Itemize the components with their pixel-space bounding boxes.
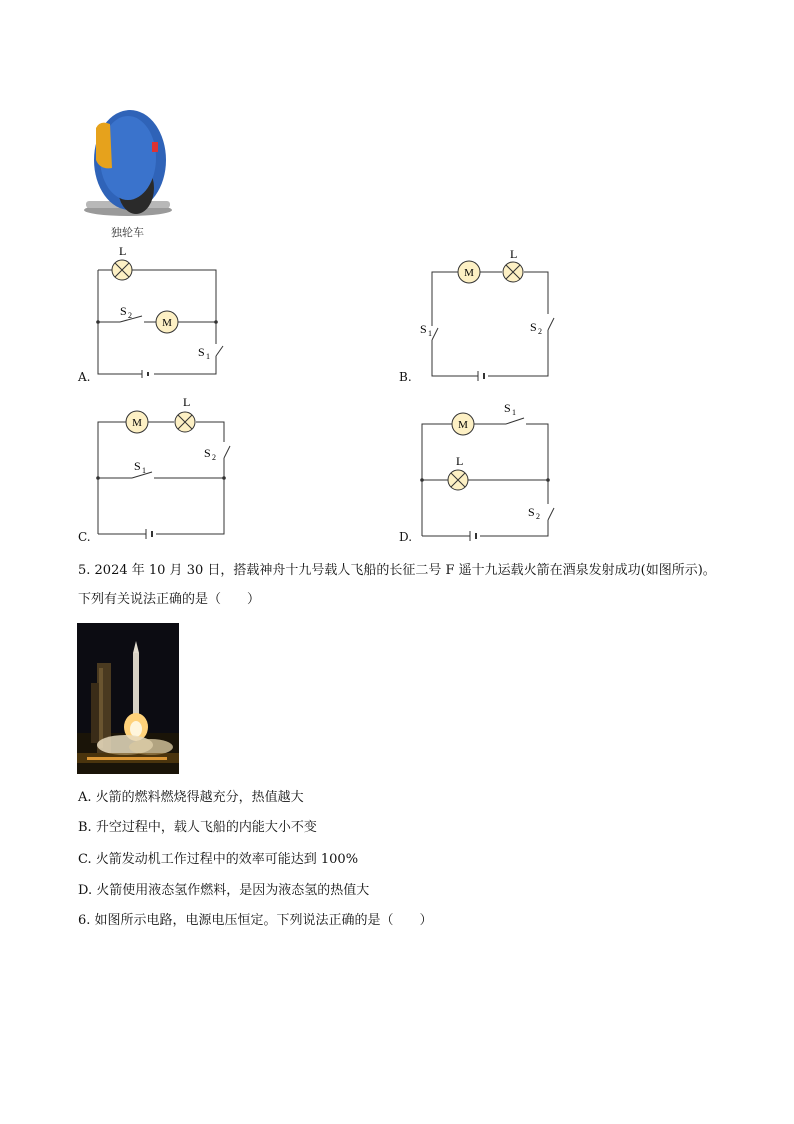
circuit-b-s2-label: S: [530, 320, 537, 334]
unicycle-light: [152, 142, 158, 152]
circuit-b-switch-s2: [548, 318, 554, 330]
option-d-letter: D.: [399, 530, 413, 544]
circuit-d: [414, 400, 564, 542]
circuit-d-s2-label: S: [528, 505, 535, 519]
unicycle-handle: [96, 123, 112, 169]
q5-option-a: A. 火箭的燃料燃烧得越充分，热值越大: [78, 790, 304, 805]
rocket-body: [133, 653, 139, 715]
circuit-b-s2-sub: 2: [538, 327, 542, 336]
circuit-a-node-left: [96, 320, 100, 324]
circuit-c-s1-sub: 1: [142, 466, 146, 475]
circuit-c-lamp: [175, 412, 195, 432]
circuit-b-switch-s1: [432, 328, 438, 340]
circuit-a-s2-label: S: [120, 304, 127, 318]
circuit-a-switch-s1: [216, 346, 223, 356]
circuit-b-motor-label: M: [464, 267, 474, 279]
circuit-d-node-right: [546, 478, 550, 482]
unicycle-caption: 独轮车: [111, 226, 144, 239]
circuit-d-switch-s2: [548, 508, 554, 520]
circuit-a-s1-label: S: [198, 345, 205, 359]
unicycle-figure: [78, 98, 178, 223]
circuit-c-motor: [126, 411, 148, 433]
circuit-c-lamp-label: L: [183, 395, 191, 409]
circuit-c: [90, 392, 240, 542]
circuit-c-s2-sub: 2: [212, 453, 216, 462]
circuit-a-lamp: [112, 260, 132, 280]
circuit-b-s1-sub: 1: [428, 329, 432, 338]
circuit-c-node-right: [222, 476, 226, 480]
unicycle-image: [78, 98, 178, 223]
q5-stem-line1: 5. 2024 年 10 月 30 日，搭载神舟十九号载人飞船的长征二号 F 遥十九运载火箭在酒泉发射成功(如图所示)。: [78, 563, 716, 578]
circuit-b-motor: [458, 261, 480, 283]
circuit-a: [90, 242, 230, 382]
rocket-launch-image: [77, 623, 179, 774]
q5-option-d: D. 火箭使用液态氢作燃料，是因为液态氢的热值大: [78, 883, 370, 898]
rocket-launch-photo: [77, 623, 179, 774]
circuit-d-lamp-label: L: [456, 454, 464, 468]
circuit-c-wire-bottom: [98, 458, 224, 534]
circuit-d-motor: [452, 413, 474, 435]
option-a-letter: A.: [78, 370, 91, 384]
circuit-b-lamp: [503, 262, 523, 282]
option-b-letter: B.: [399, 370, 412, 384]
q5-stem-line2: 下列有关说法正确的是（ ）: [78, 592, 261, 607]
circuit-a-node-right: [214, 320, 218, 324]
circuit-d-motor-label: M: [458, 419, 468, 431]
circuit-c-node-left: [96, 476, 100, 480]
circuit-d-s2-sub: 2: [536, 512, 540, 521]
circuit-b: [420, 248, 560, 382]
circuit-b-lamp-label: L: [510, 248, 518, 261]
circuit-d-lamp: [448, 470, 468, 490]
circuit-d-s1-sub: 1: [512, 408, 516, 417]
q6-stem: 6. 如图所示电路，电源电压恒定。下列说法正确的是（ ）: [78, 913, 433, 928]
circuit-d-node-left: [420, 478, 424, 482]
circuit-d-s1-label: S: [504, 401, 511, 415]
circuit-b-s1-label: S: [420, 322, 427, 336]
circuit-c-motor-label: M: [132, 417, 142, 429]
circuit-a-s1-sub: 1: [206, 352, 210, 361]
circuit-a-motor: [156, 311, 178, 333]
q5-option-c: C. 火箭发动机工作过程中的效率可能达到 100%: [78, 852, 359, 867]
circuit-d-switch-s1: [506, 418, 524, 424]
q5-option-b: B. 升空过程中，载人飞船的内能大小不变: [78, 820, 317, 835]
circuit-d-wire-bottom: [422, 520, 548, 536]
circuit-b-wire-top: [432, 272, 548, 326]
circuit-c-s2-label: S: [204, 446, 211, 460]
option-c-letter: C.: [78, 530, 91, 544]
circuit-a-lamp-label: L: [119, 244, 127, 258]
circuit-a-s2-sub: 2: [128, 311, 132, 320]
circuit-c-s1-label: S: [134, 459, 141, 473]
circuit-a-motor-label: M: [162, 317, 172, 329]
circuit-b-wire-bottom: [432, 338, 548, 376]
circuit-c-switch-s2: [224, 446, 230, 458]
